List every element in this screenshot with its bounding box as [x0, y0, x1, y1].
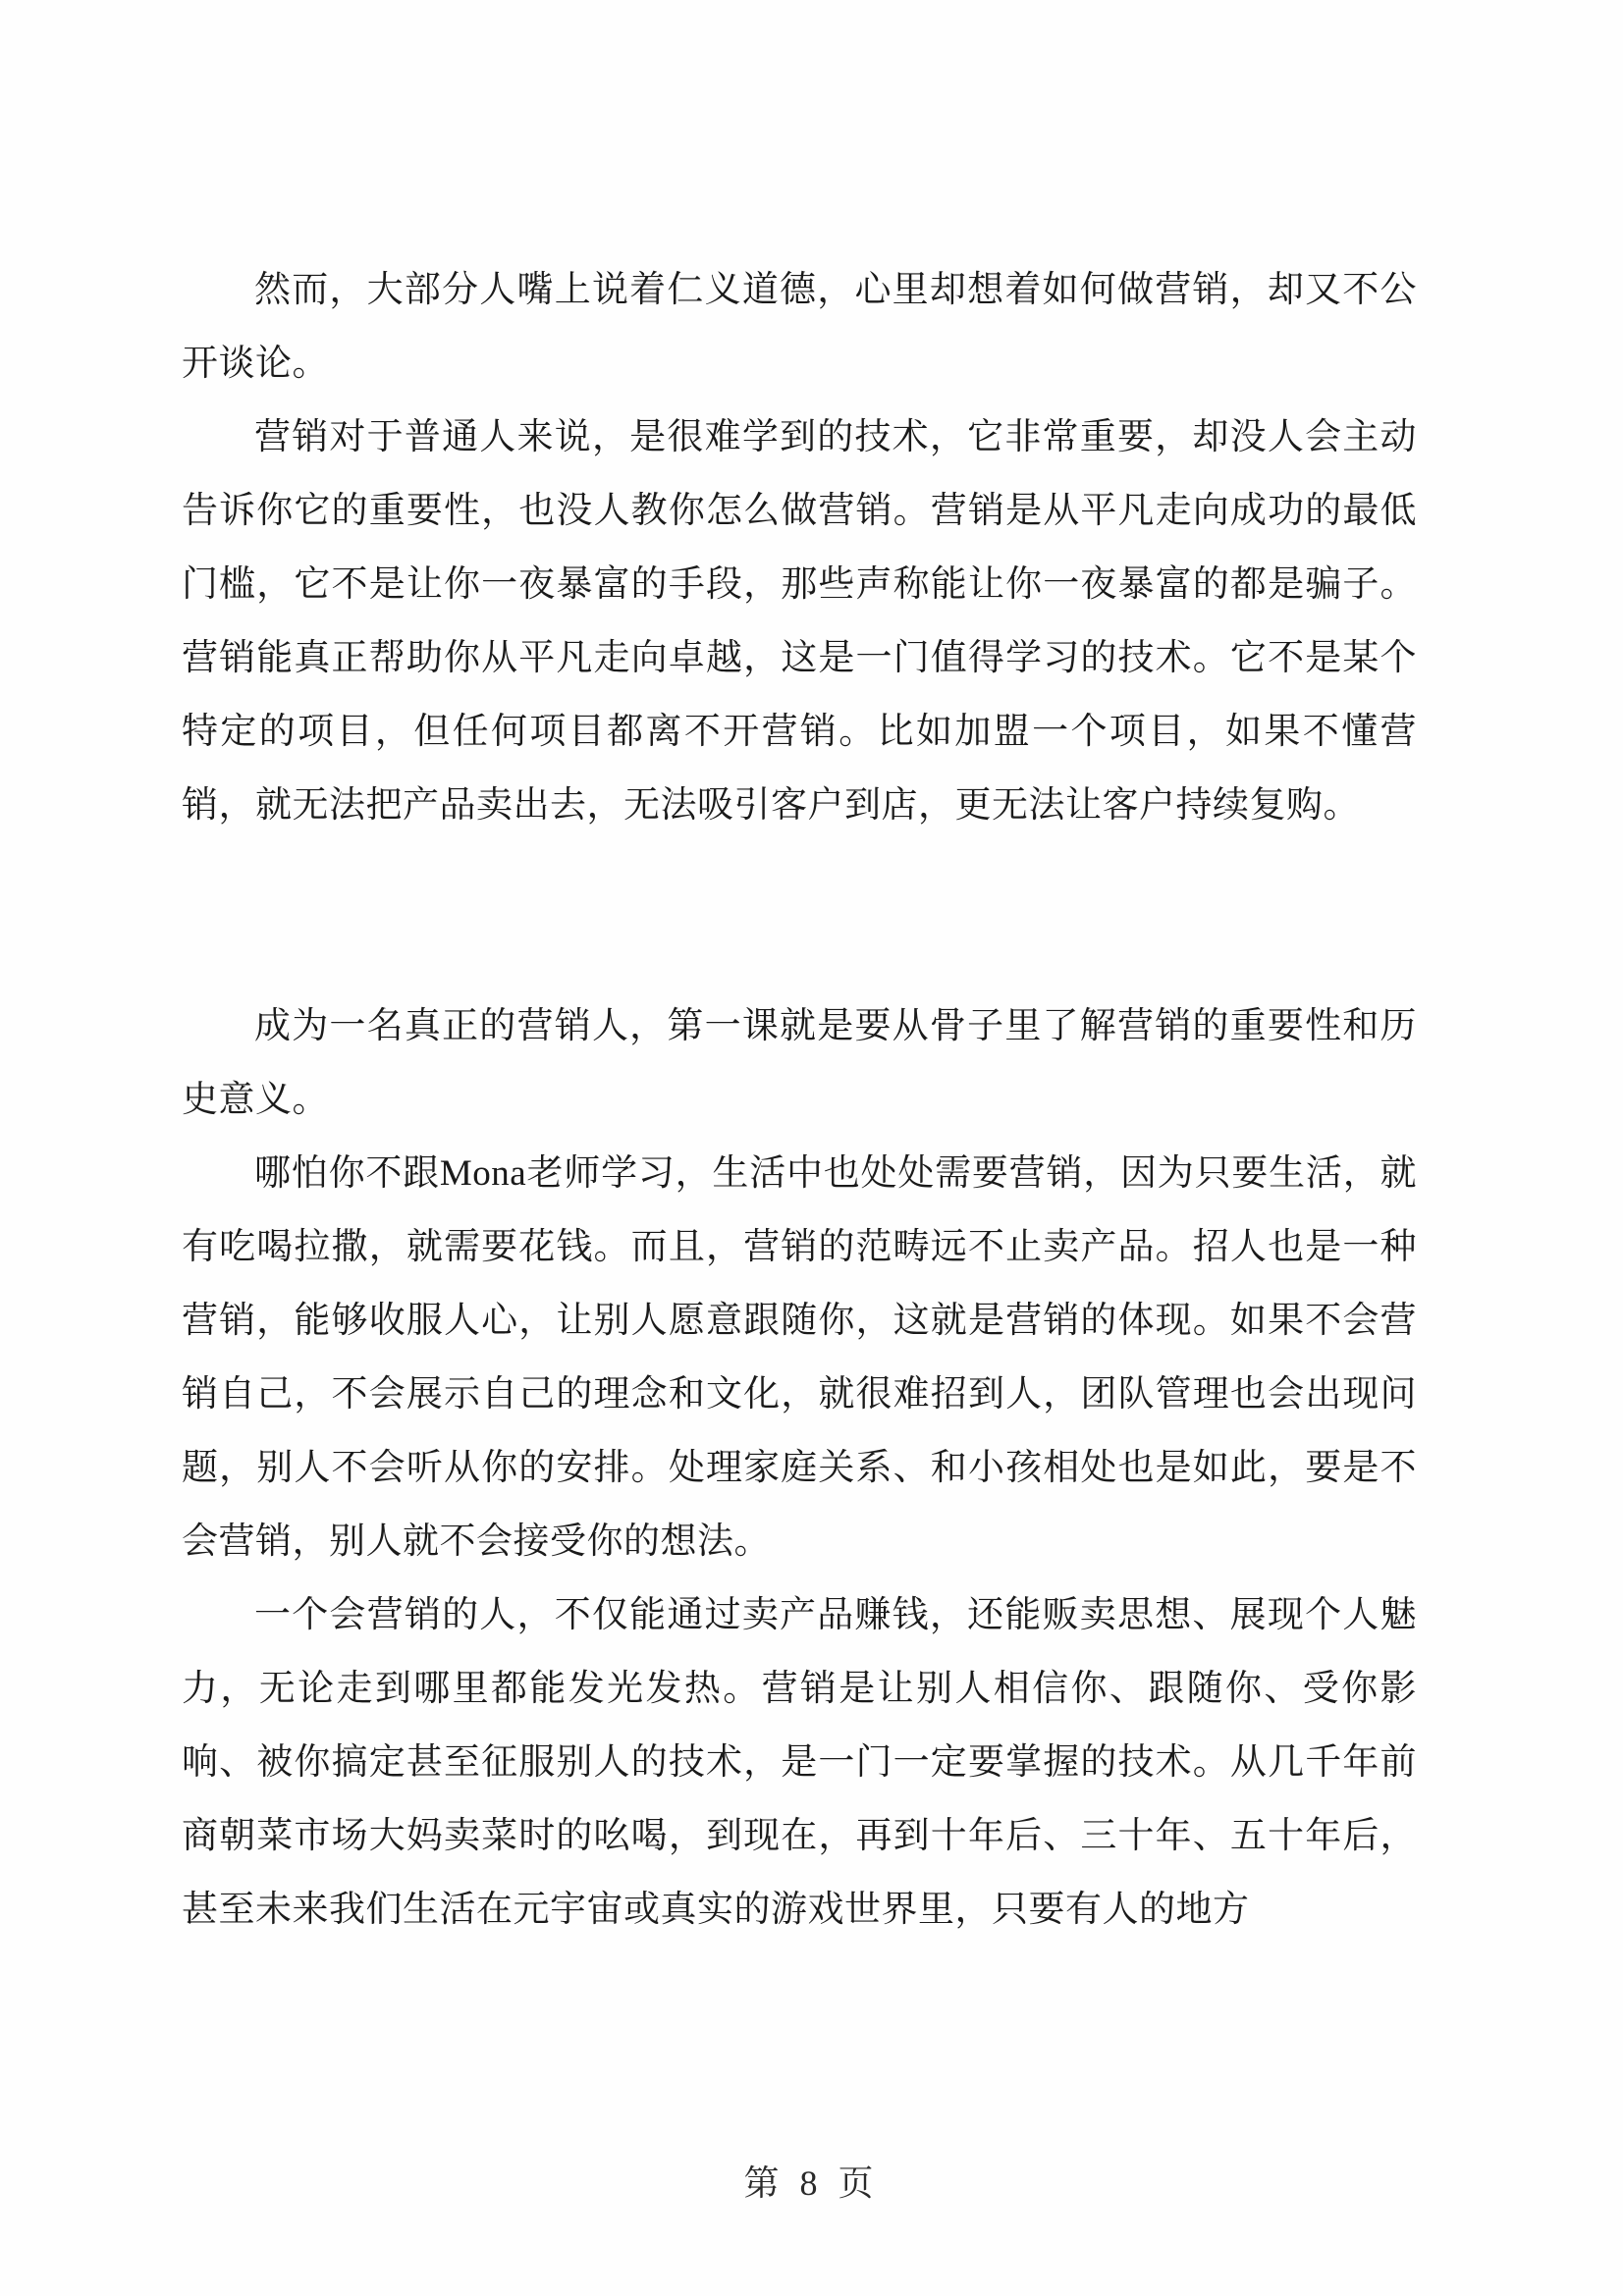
paragraph: 一个会营销的人，不仅能通过卖产品赚钱，还能贩卖思想、展现个人魅力，无论走到哪里都能发光发热。营销是让别人相信你、跟随你、受你影响、被你搞定甚至征服别人的技术，是一门一定要掌握的技术。从几千年前商朝菜市场大妈卖菜时的吆喝，到现在，再到十年后、三十年、五十年后，甚至未来我们生活在元宇宙或真实的游戏世界里，只要有人的地方 — [182, 1595, 1417, 1930]
page-number-label: 第 8 页 — [743, 2163, 880, 2203]
page-footer — [0, 2156, 1623, 2206]
page-body-text — [182, 253, 1417, 1947]
text-block-one — [182, 253, 1417, 842]
paragraph: 营销对于普通人来说，是很难学到的技术，它非常重要，却没人会主动告诉你它的重要性，也没人教你怎么做营销。营销是从平凡走向成功的最低门槛，它不是让你一夜暴富的手段，那些声称能让你一夜暴富的都是骗子。营销能真正帮助你从平凡走向卓越，这是一门值得学习的技术。它不是某个特定的项目，但任何项目都离不开营销。比如加盟一个项目，如果不懂营销，就无法把产品卖出去，无法吸引客户到店，更无法让客户持续复购。 — [182, 417, 1417, 826]
text-block-two — [182, 989, 1417, 1947]
paragraph: 哪怕你不跟Mona老师学习，生活中也处处需要营销，因为只要生活，就有吃喝拉撒，就需要花钱。而且，营销的范畴远不止卖产品。招人也是一种营销，能够收服人心，让别人愿意跟随你，这就是营销的体现。如果不会营销自己，不会展示自己的理念和文化，就很难招到人，团队管理也会出现问题，别人不会听从你的安排。处理家庭关系、和小孩相处也是如此，要是不会营销，别人就不会接受你的想法。 — [182, 1153, 1417, 1562]
section-spacer — [182, 842, 1417, 989]
paragraph: 然而，大部分人嘴上说着仁义道德，心里却想着如何做营销，却又不公开谈论。 — [182, 270, 1417, 384]
paragraph: 成为一名真正的营销人，第一课就是要从骨子里了解营销的重要性和历史意义。 — [182, 1006, 1417, 1120]
